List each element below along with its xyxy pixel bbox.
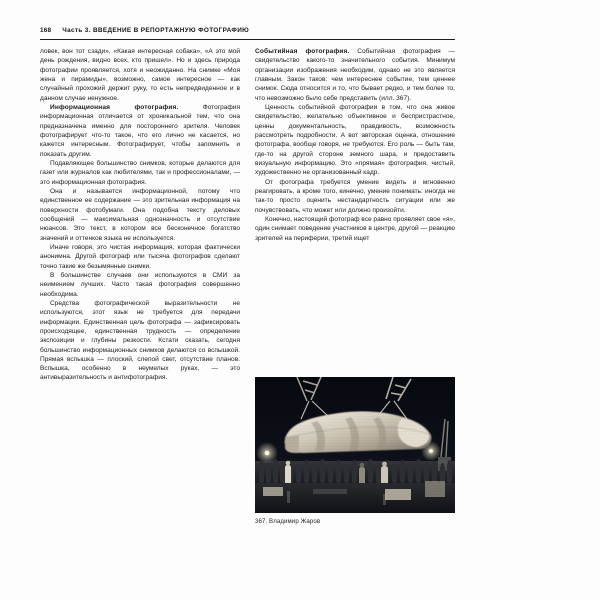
photo-statue-removal (255, 377, 455, 513)
paragraph (40, 299, 240, 383)
paragraph-text: Подавляющее большинство снимков, которые делаются для газет или журналов как любителями, так и профессионалами, — это информационная фотография. (40, 159, 240, 186)
header-rule (40, 39, 455, 40)
paragraph-text: ловек, вон тот сзади», «Какая интересная собака», «А это мой день рождения, видно всех, кто пришел». Но и здесь природа фотографии проявляется, хотя и неожиданно. На снимке «Моя жена и пирамиды», возможно, самое интересное — как случайный прохожий держит руку, то есть непредвиденное и в данном случае ненужное. (40, 48, 240, 102)
paragraph-text: Иначе говоря, это чистая информация, которая фактически анонимна. Другой фотограф или тысяча фотографов сделают точно такие же безымянные снимки. (40, 243, 240, 270)
text-column-left (40, 47, 240, 383)
paragraph (40, 187, 240, 243)
paragraph (40, 103, 240, 159)
figure (255, 377, 455, 526)
run-in-heading: Событийная фотография. (255, 48, 350, 55)
paragraph (255, 47, 455, 103)
paragraph (40, 47, 240, 103)
paragraph-text: Она и называется информационной, потому что единственное ее содержание — это зрительная информация на поверхности фотобумаги. Она подобна тексту деловых сообщений — максимальная однозначность и отсутствие нюансов. Это текст, в котором все бесконечное богатство значений и оттенков языка не используется. (40, 187, 240, 242)
paragraph-text: От фотографа требуется умение видеть и мгновенно реагировать, а кроме того, кинечно, умение понимать: иногда не так-то просто оценить нестандартность ситуации или же почувствовать, что может или должно произойти. (255, 178, 455, 214)
paragraph (40, 243, 240, 271)
paragraph (40, 159, 240, 187)
paragraph (40, 271, 240, 299)
text-column-right (255, 47, 455, 243)
paragraph (255, 215, 455, 243)
paragraph-text: Средства фотографической выразительности не используются, этот язык не требуется для передачи информации. Единственная цель фотографа — зафиксировать происходящее, единственная трудность — определение экспозиции и глубины резкости. Кстати сказать, сегодня большинство информационных снимков делаются со вспышкой. Прямая вспышка — плоский, слепой свет, отсутствие планов. Вспышка, особенно в неумелых руках, — это антивыразительность и антифотография. (40, 299, 240, 382)
running-title: Часть 3. ВВЕДЕНИЕ В РЕПОРТАЖНУЮ ФОТОГРАФИЮ (62, 27, 250, 34)
photo-artwork (255, 377, 455, 513)
figure-caption: 367. Владимир Жаров (255, 518, 321, 525)
paragraph-text: В большинстве случаев они используются в СМИ за неимением лучших. Часто такая фотография совершенно необходима. (40, 271, 240, 298)
paragraph (255, 103, 455, 178)
paragraph-text: Событийная фотография — свидетельство какого-то значительного события. Минимум организации изображения необходим, однако не это является главным. Закон таков: чем интереснее событие, тем ценнее снимок. Сюда относится и то, что бывает редко, и тем более то, что невозможно было себе представить (илл. 367). (255, 48, 455, 102)
run-in-heading: Информационная фотография. (50, 103, 179, 111)
running-header (40, 27, 455, 34)
page-number: 168 (40, 27, 52, 34)
paragraph-text: Конечно, настоящий фотограф все равно проявляет свое «я», один снимает поведение участников в центре, другой — реакцию зрителей на периферии, третий ищет (255, 215, 456, 242)
paragraph (255, 178, 455, 215)
paragraph-text: Ценность событийной фотографии в том, что она живое свидетельство, желательно объективное и беспристрастное, ценны документальность, правдивость, возможность рассмотреть подробности. А вот авторская оценка, отношение фотографа, вообще говоря, не требуются. Его роль — быть там, где-то на другой стороне земного шара, и предоставить визуальную информацию. Это «прямая» фотография, чистый, художественно не организованный кадр. (255, 103, 455, 177)
paragraph-text: Фотография информационная отличается от хроникальной тем, что она предназначена именно для постороннего зрителя. Человек фотографирует что-то такое, что его лично не касается, но кажется интересным. Фотографирует, чтобы запомнить и показать другим. (40, 103, 241, 158)
